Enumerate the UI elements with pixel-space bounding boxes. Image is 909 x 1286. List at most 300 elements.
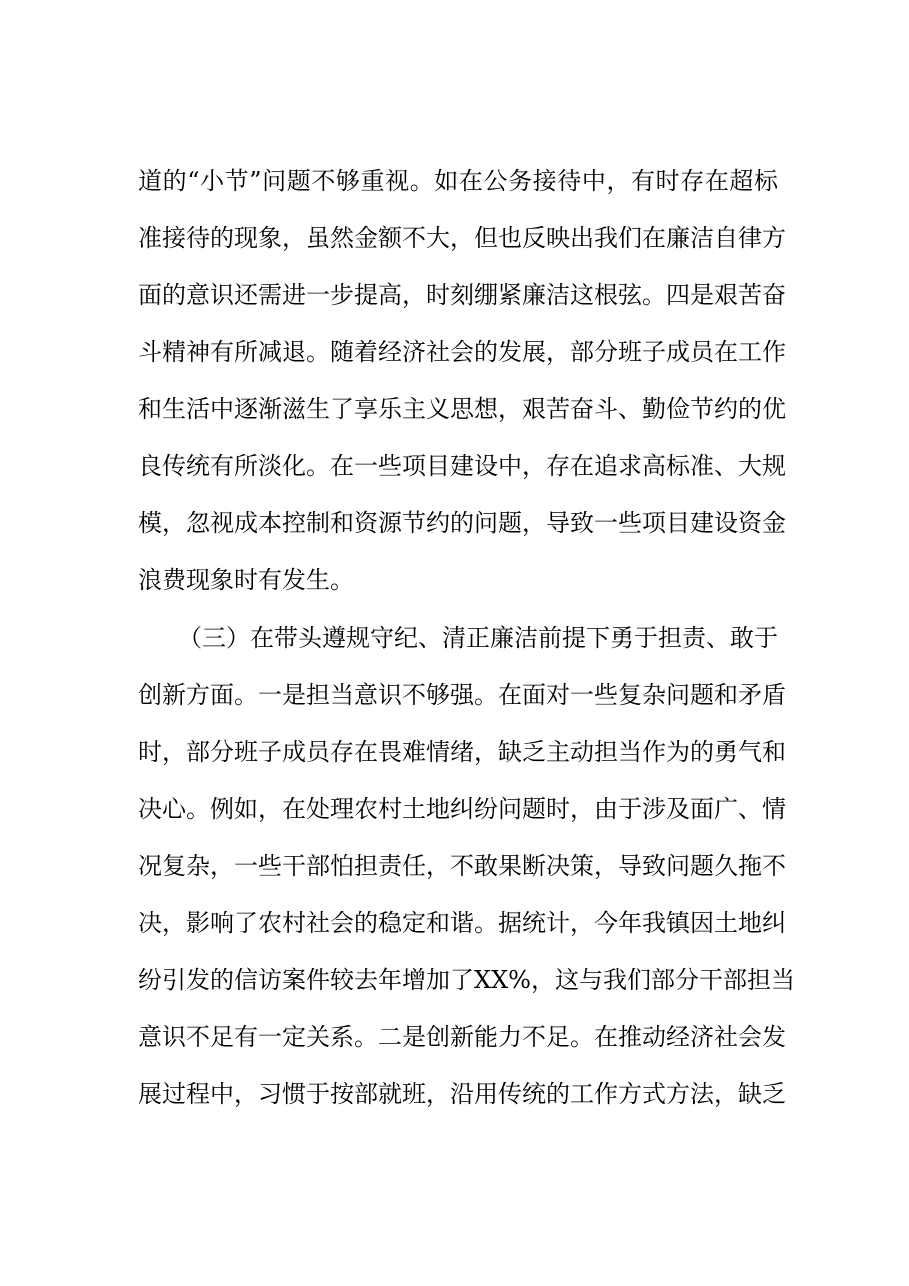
glyph: 断 [522, 852, 546, 880]
glyph: 一 [258, 681, 282, 709]
glyph: 存 [546, 452, 570, 480]
glyph: ， [522, 509, 546, 537]
glyph: 据 [498, 909, 522, 937]
glyph: 中 [210, 395, 234, 423]
glyph: 纪 [394, 624, 418, 652]
glyph: 系 [330, 1023, 354, 1051]
glyph: ， [210, 852, 234, 880]
glyph: 强 [450, 681, 474, 709]
glyph: 任 [402, 852, 426, 880]
glyph: 。 [474, 681, 498, 709]
glyph: 俭 [666, 395, 690, 423]
glyph: 面 [210, 681, 234, 709]
glyph: 担 [594, 738, 618, 766]
glyph: 良 [138, 452, 162, 480]
glyph: 。 [186, 795, 210, 823]
glyph: 如 [234, 795, 258, 823]
glyph: 社 [306, 909, 330, 937]
glyph: 公 [483, 167, 508, 195]
glyph: 成 [666, 338, 690, 366]
glyph: 超 [729, 167, 754, 195]
glyph: 我 [594, 224, 618, 252]
text-line [138, 735, 786, 769]
glyph: 这 [554, 966, 579, 994]
glyph: 是 [282, 681, 306, 709]
glyph: 村 [378, 795, 402, 823]
glyph: 分 [210, 738, 234, 766]
glyph: 题 [690, 852, 714, 880]
glyph: “ [187, 167, 200, 195]
glyph: 在 [282, 795, 306, 823]
glyph: ， [402, 281, 426, 309]
glyph: 杂 [642, 681, 666, 709]
glyph: 。 [409, 167, 434, 195]
glyph: 有 [234, 1023, 258, 1051]
glyph: XX% [474, 966, 531, 994]
glyph: 班 [234, 738, 258, 766]
glyph: 不 [450, 852, 474, 880]
glyph: 自 [714, 224, 738, 252]
glyph: 方 [186, 681, 210, 709]
glyph: 法 [690, 1080, 714, 1108]
glyph: 需 [258, 281, 282, 309]
glyph: 识 [378, 681, 402, 709]
glyph: 纠 [762, 909, 786, 937]
glyph: 时 [655, 167, 680, 195]
glyph: 时 [426, 281, 450, 309]
glyph: 在 [354, 738, 378, 766]
glyph: 建 [450, 452, 474, 480]
glyph: 提 [562, 624, 586, 652]
glyph: 访 [258, 966, 282, 994]
glyph: 模 [138, 509, 162, 537]
glyph: 问 [498, 795, 522, 823]
glyph: 斗 [594, 395, 618, 423]
glyph: 在 [642, 224, 666, 252]
glyph: 员 [690, 338, 714, 366]
glyph: 策 [570, 852, 594, 880]
glyph: 意 [354, 681, 378, 709]
glyph: 问 [474, 509, 498, 537]
glyph: 在 [458, 167, 483, 195]
glyph: 。 [570, 1023, 594, 1051]
glyph: 部 [306, 852, 330, 880]
glyph: 地 [426, 795, 450, 823]
glyph: 涉 [642, 795, 666, 823]
glyph: 约 [426, 509, 450, 537]
glyph: 分 [594, 338, 618, 366]
glyph: 步 [330, 281, 354, 309]
glyph: 带 [274, 624, 298, 652]
glyph: 不 [402, 681, 426, 709]
glyph: 敢 [474, 852, 498, 880]
glyph: 经 [666, 1023, 690, 1051]
glyph: 在 [250, 624, 274, 652]
glyph: 乐 [378, 395, 402, 423]
glyph: 班 [402, 1080, 426, 1108]
glyph: 这 [570, 281, 594, 309]
glyph: 子 [258, 738, 282, 766]
glyph: 有 [631, 167, 656, 195]
glyph: 杂 [186, 852, 210, 880]
glyph: 廉 [490, 624, 514, 652]
glyph: 斗 [138, 338, 162, 366]
text-line [138, 792, 786, 826]
glyph: 发 [762, 1023, 786, 1051]
glyph: 一 [354, 452, 378, 480]
glyph: 村 [282, 909, 306, 937]
glyph: 勇 [610, 624, 634, 652]
glyph: 况 [138, 852, 162, 880]
glyph: 在 [704, 167, 729, 195]
glyph: ， [594, 852, 618, 880]
glyph: 中 [210, 1080, 234, 1108]
glyph: 识 [162, 1023, 186, 1051]
glyph: ” [249, 167, 262, 195]
glyph: 展 [522, 338, 546, 366]
glyph: 土 [402, 795, 426, 823]
glyph: 纠 [450, 795, 474, 823]
glyph: ， [162, 509, 186, 537]
glyph: 难 [402, 738, 426, 766]
glyph: 提 [354, 281, 378, 309]
glyph: 担 [354, 852, 378, 880]
glyph: 生 [306, 395, 330, 423]
glyph: 标 [754, 167, 778, 195]
glyph: 久 [714, 852, 738, 880]
glyph: 成 [282, 738, 306, 766]
glyph: 能 [474, 1023, 498, 1051]
glyph: 重 [360, 167, 385, 195]
glyph: ， [498, 395, 522, 423]
glyph: 沿 [450, 1080, 474, 1108]
glyph: 在 [330, 452, 354, 480]
glyph: 创 [138, 681, 162, 709]
glyph: 用 [474, 1080, 498, 1108]
glyph: 守 [370, 624, 394, 652]
glyph: 些 [378, 452, 402, 480]
glyph: 如 [434, 167, 459, 195]
glyph: 足 [210, 1023, 234, 1051]
glyph: 视 [210, 509, 234, 537]
glyph: 的 [210, 224, 234, 252]
text-line: 浪费现象时有发生。 [138, 566, 354, 594]
glyph: 主 [546, 738, 570, 766]
glyph: 洁 [690, 224, 714, 252]
glyph: 力 [498, 1023, 522, 1051]
glyph: 一 [570, 681, 594, 709]
glyph: 的 [474, 338, 498, 366]
glyph: 目 [666, 509, 690, 537]
glyph: 标 [666, 452, 690, 480]
glyph: 精 [162, 338, 186, 366]
glyph: 够 [426, 681, 450, 709]
glyph: 决 [138, 909, 162, 937]
glyph: 道 [138, 167, 162, 195]
glyph: 拖 [738, 852, 762, 880]
glyph: 情 [426, 738, 450, 766]
glyph: 例 [210, 795, 234, 823]
glyph: 还 [234, 281, 258, 309]
glyph: 优 [762, 395, 786, 423]
glyph: 绷 [474, 281, 498, 309]
glyph: 律 [738, 224, 762, 252]
glyph: 于 [754, 624, 778, 652]
glyph: 社 [426, 338, 450, 366]
glyph: ， [530, 966, 555, 994]
text-line [138, 164, 778, 198]
glyph: 。 [306, 338, 330, 366]
glyph: 生 [162, 395, 186, 423]
glyph: 的 [450, 509, 474, 537]
glyph: 时 [546, 795, 570, 823]
glyph: 工 [738, 338, 762, 366]
glyph: 设 [714, 509, 738, 537]
glyph: 动 [642, 1023, 666, 1051]
glyph: 题 [286, 167, 311, 195]
glyph: 然 [330, 224, 354, 252]
glyph: 方 [666, 1080, 690, 1108]
glyph: 着 [354, 338, 378, 366]
glyph: 准 [690, 452, 714, 480]
glyph: 的 [354, 909, 378, 937]
glyph: 高 [378, 281, 402, 309]
glyph: 方 [762, 224, 786, 252]
glyph: 视 [385, 167, 410, 195]
glyph: 目 [426, 452, 450, 480]
glyph: 准 [138, 224, 162, 252]
glyph: 控 [282, 509, 306, 537]
glyph: 资 [354, 509, 378, 537]
glyph: 勤 [642, 395, 666, 423]
glyph: 年 [378, 966, 402, 994]
glyph: 关 [306, 1023, 330, 1051]
glyph: 引 [162, 966, 186, 994]
glyph: 建 [690, 509, 714, 537]
glyph: ， [570, 909, 594, 937]
glyph: 复 [162, 852, 186, 880]
glyph: 与 [578, 966, 603, 994]
glyph: 中 [581, 167, 606, 195]
glyph: 子 [642, 338, 666, 366]
glyph: 额 [378, 224, 402, 252]
glyph: 规 [762, 452, 786, 480]
text-line [138, 392, 786, 426]
glyph: 部 [650, 966, 675, 994]
glyph: 些 [594, 681, 618, 709]
glyph: 接 [162, 224, 186, 252]
glyph: 班 [618, 338, 642, 366]
glyph: 题 [498, 509, 522, 537]
glyph: 盾 [762, 681, 786, 709]
text-line [138, 278, 786, 312]
glyph: 当 [330, 681, 354, 709]
text-line [138, 849, 786, 883]
glyph: 出 [570, 224, 594, 252]
glyph: 有 [210, 338, 234, 366]
glyph: 主 [402, 395, 426, 423]
glyph: 矛 [738, 681, 762, 709]
glyph: 时 [138, 738, 162, 766]
glyph: 成 [234, 509, 258, 537]
glyph: 担 [746, 966, 771, 994]
glyph: 处 [306, 795, 330, 823]
text-line [138, 1020, 786, 1054]
glyph: 决 [138, 795, 162, 823]
glyph: 导 [618, 852, 642, 880]
glyph: 纷 [138, 966, 162, 994]
glyph: ， [162, 738, 186, 766]
glyph: 定 [402, 909, 426, 937]
glyph: 土 [714, 909, 738, 937]
glyph: 接 [532, 167, 557, 195]
glyph: 为 [666, 738, 690, 766]
glyph: （ [178, 624, 202, 652]
glyph: 刻 [450, 281, 474, 309]
glyph: 题 [522, 795, 546, 823]
glyph: 不 [311, 167, 336, 195]
glyph: 四 [666, 281, 690, 309]
glyph: 推 [618, 1023, 642, 1051]
glyph: 缺 [738, 1080, 762, 1108]
glyph: ， [282, 224, 306, 252]
glyph: ， [714, 1080, 738, 1108]
glyph: 面 [138, 281, 162, 309]
glyph: 心 [162, 795, 186, 823]
glyph: 大 [738, 452, 762, 480]
glyph: 苦 [738, 281, 762, 309]
glyph: 的 [546, 1080, 570, 1108]
glyph: 面 [690, 795, 714, 823]
glyph: 敢 [730, 624, 754, 652]
glyph: 高 [642, 452, 666, 480]
glyph: 式 [642, 1080, 666, 1108]
glyph: 果 [498, 852, 522, 880]
glyph: 一 [306, 281, 330, 309]
glyph: 象 [258, 224, 282, 252]
glyph: 随 [330, 338, 354, 366]
glyph: 前 [538, 624, 562, 652]
glyph: 求 [618, 452, 642, 480]
glyph: 干 [282, 852, 306, 880]
glyph: 按 [330, 1080, 354, 1108]
glyph: 会 [450, 338, 474, 366]
glyph: 作 [642, 738, 666, 766]
glyph: 问 [262, 167, 287, 195]
glyph: 节 [224, 167, 249, 195]
glyph: 虽 [306, 224, 330, 252]
glyph: 我 [642, 909, 666, 937]
glyph: 源 [378, 509, 402, 537]
glyph: 面 [522, 681, 546, 709]
glyph: 案 [282, 966, 306, 994]
glyph: 统 [186, 452, 210, 480]
glyph: 减 [258, 338, 282, 366]
glyph: 。 [306, 452, 330, 480]
glyph: 有 [210, 452, 234, 480]
glyph: 不 [522, 1023, 546, 1051]
glyph: 的 [690, 738, 714, 766]
glyph: 、 [706, 624, 730, 652]
glyph: 乏 [522, 738, 546, 766]
glyph: 和 [762, 738, 786, 766]
glyph: 弦 [618, 281, 642, 309]
glyph: 滋 [282, 395, 306, 423]
glyph: 遵 [322, 624, 346, 652]
glyph: 致 [642, 852, 666, 880]
glyph: 所 [234, 452, 258, 480]
glyph: 识 [210, 281, 234, 309]
glyph: 气 [738, 738, 762, 766]
glyph: 设 [474, 452, 498, 480]
glyph: 。 [642, 281, 666, 309]
glyph: 部 [186, 738, 210, 766]
glyph: 规 [346, 624, 370, 652]
glyph: ， [162, 909, 186, 937]
glyph: 追 [594, 452, 618, 480]
glyph: 三 [202, 624, 226, 652]
text-line [138, 963, 795, 997]
glyph: 今 [594, 909, 618, 937]
glyph: 响 [210, 909, 234, 937]
glyph: 忽 [186, 509, 210, 537]
glyph: 畏 [378, 738, 402, 766]
glyph: 和 [426, 909, 450, 937]
glyph: 进 [282, 281, 306, 309]
glyph: 计 [546, 909, 570, 937]
glyph: 信 [234, 966, 258, 994]
glyph: 影 [186, 909, 210, 937]
glyph: 题 [690, 681, 714, 709]
glyph: 清 [442, 624, 466, 652]
glyph: 统 [522, 1080, 546, 1108]
glyph: 大 [426, 224, 450, 252]
glyph: 的 [162, 281, 186, 309]
glyph: 就 [378, 1080, 402, 1108]
glyph: 些 [618, 509, 642, 537]
glyph: 会 [738, 1023, 762, 1051]
glyph: 映 [546, 224, 570, 252]
glyph: 不 [186, 1023, 210, 1051]
glyph: 去 [354, 966, 378, 994]
glyph: 绪 [450, 738, 474, 766]
glyph: 意 [186, 281, 210, 309]
glyph: 反 [522, 224, 546, 252]
glyph: 新 [162, 681, 186, 709]
glyph: 担 [658, 624, 682, 652]
glyph: 程 [186, 1080, 210, 1108]
glyph: 所 [234, 338, 258, 366]
glyph: ， [570, 795, 594, 823]
glyph: 待 [557, 167, 582, 195]
glyph: 农 [354, 795, 378, 823]
glyph: 逐 [234, 395, 258, 423]
glyph: 统 [522, 909, 546, 937]
glyph: 责 [682, 624, 706, 652]
glyph: 金 [354, 224, 378, 252]
glyph: 作 [594, 1080, 618, 1108]
glyph: 神 [186, 338, 210, 366]
glyph: 件 [306, 966, 330, 994]
glyph: 发 [498, 338, 522, 366]
section-heading-line [178, 621, 778, 655]
glyph: 是 [690, 281, 714, 309]
glyph: 些 [258, 852, 282, 880]
glyph: ， [546, 338, 570, 366]
glyph: 本 [258, 509, 282, 537]
glyph: 我 [602, 966, 627, 994]
glyph: 中 [498, 452, 522, 480]
